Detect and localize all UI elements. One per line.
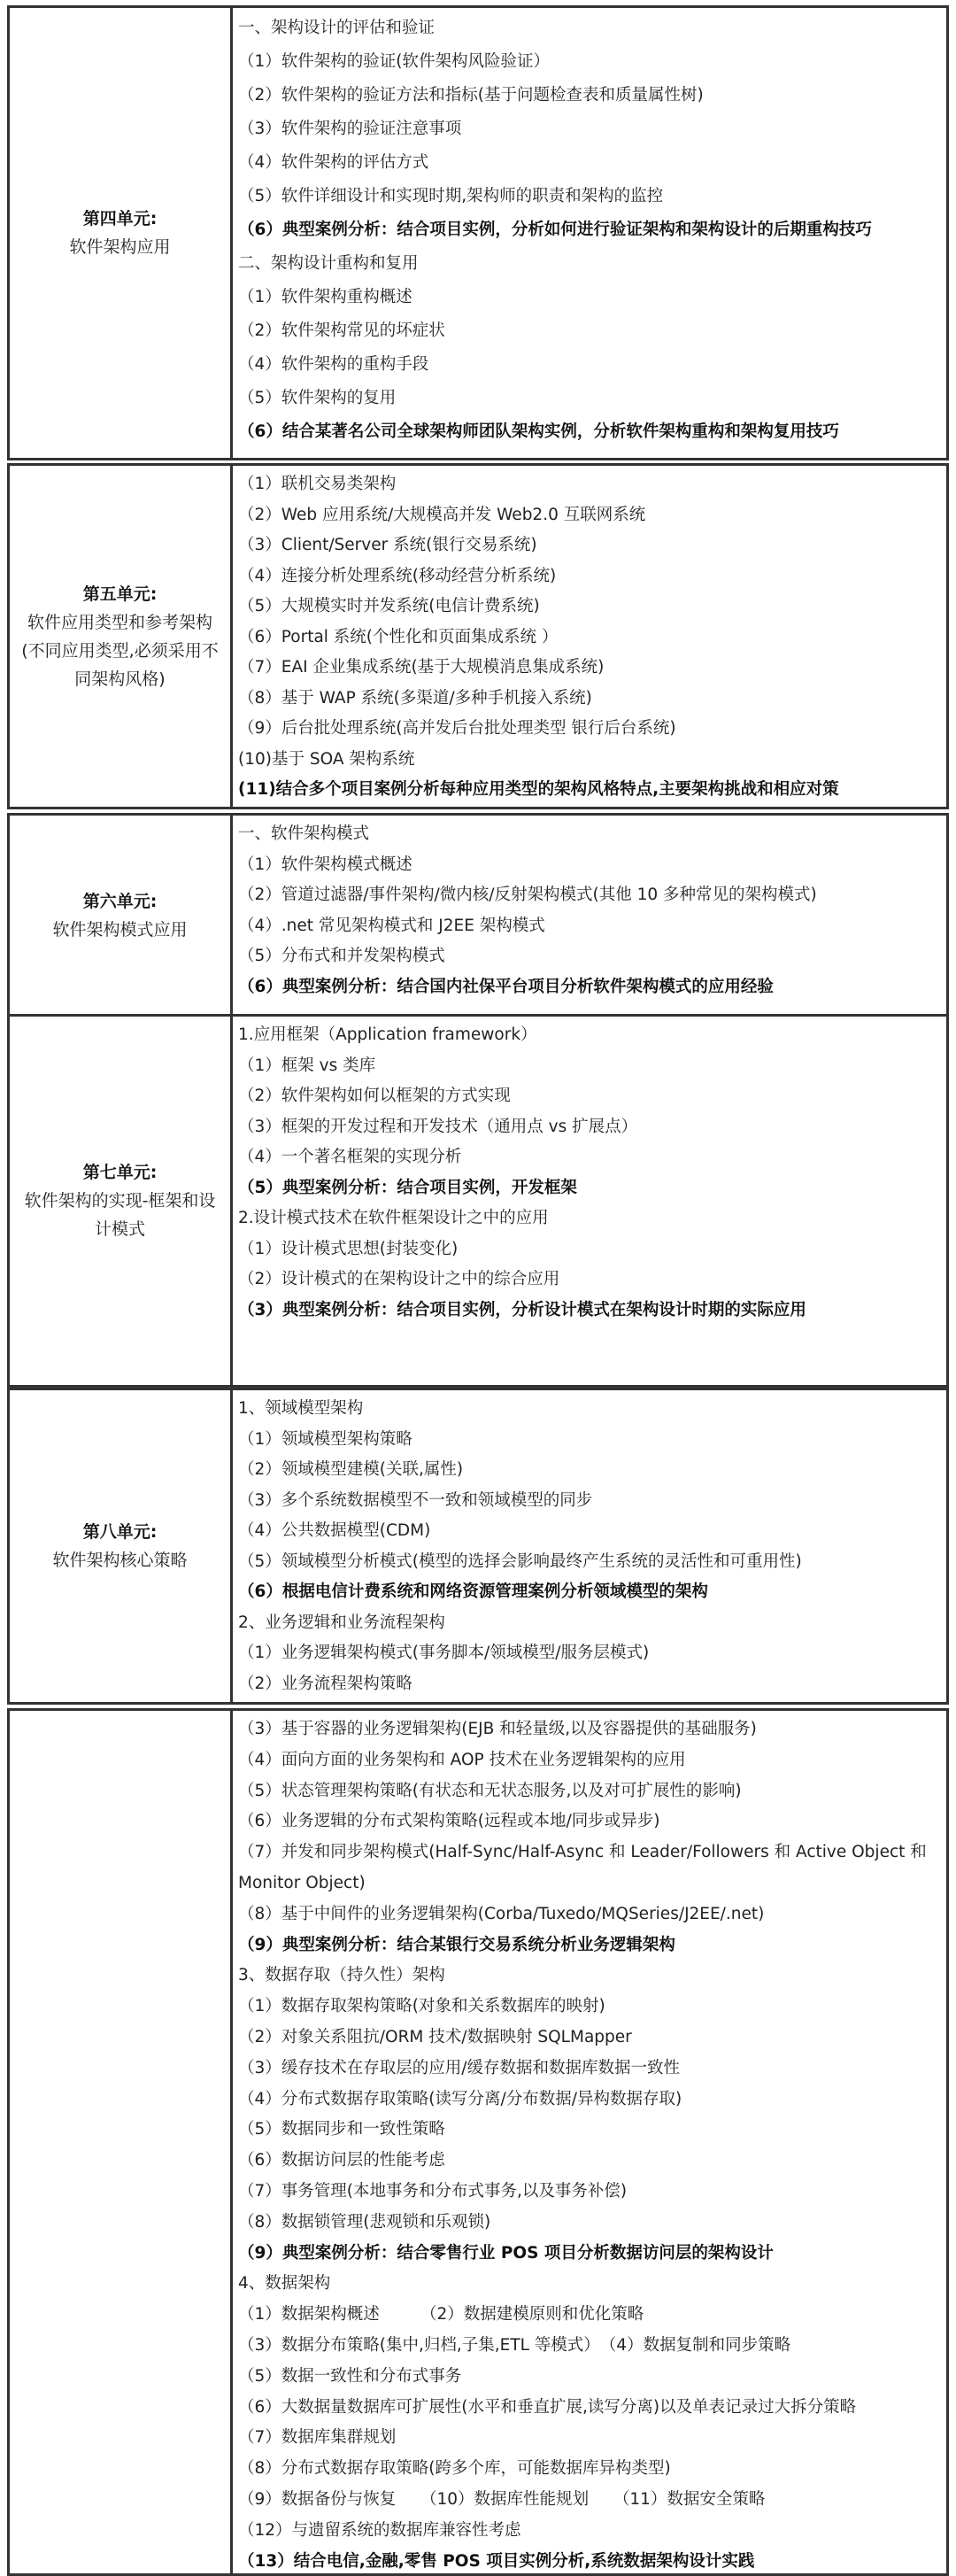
outline-line: （4）分布式数据存取策略(读写分离/分布数据/异构数据存取): [238, 2089, 682, 2108]
outline-line: （7）事务管理(本地事务和分布式事务,以及事务补偿): [238, 2181, 628, 2201]
case-study-line: （9）典型案例分析：结合零售行业 POS 项目分析数据访问层的架构设计: [238, 2243, 774, 2263]
unit-content: [233, 8, 946, 458]
outline-line: 2、业务逻辑和业务流程架构: [238, 1613, 445, 1632]
outline-line: （6）业务逻辑的分布式架构策略(远程或本地/同步或异步): [238, 1812, 660, 1831]
outline-line: （1）软件架构重构概述: [238, 288, 412, 306]
case-study-line: （5）典型案例分析：结合项目实例，开发框架: [238, 1178, 577, 1197]
unit-content: [233, 816, 946, 1016]
case-study-line: （6）典型案例分析：结合项目实例，分析如何进行验证架构和架构设计的后期重构技巧: [238, 220, 872, 239]
unit-title: 第八单元:: [82, 1522, 158, 1542]
outline-line: 一、软件架构模式: [238, 824, 370, 843]
outline-line: （5）软件详细设计和实现时期,架构师的职责和架构的监控: [238, 187, 664, 205]
outline-line: （5）大规模实时并发系统(电信计费系统): [238, 597, 540, 615]
unit-content: [233, 1017, 946, 1385]
case-study-line: （9）典型案例分析：结合某银行交易系统分析业务逻辑架构: [238, 1935, 675, 1954]
outline-line: （3）多个系统数据模型不一致和领域模型的同步: [238, 1490, 593, 1510]
unit-header: [10, 1390, 233, 1702]
outline-line: （2）软件架构如何以框架的方式实现: [238, 1087, 511, 1105]
outline-line: （4）一个著名框架的实现分析: [238, 1148, 462, 1166]
outline-line: （4）连接分析处理系统(移动经营分析系统): [238, 566, 557, 585]
outline-line: （5）数据一致性和分布式事务: [238, 2366, 462, 2386]
outline-line: （1）软件架构模式概述: [238, 855, 412, 874]
outline-line: （12）与遗留系统的数据库兼容性考虑: [238, 2520, 521, 2540]
outline-line: （2）软件架构常见的坏症状: [238, 321, 445, 340]
unit-header: [10, 466, 233, 807]
outline-line: （4）软件架构的重构手段: [238, 355, 429, 374]
case-study-line: （6）根据电信计费系统和网络资源管理案例分析领域模型的架构: [238, 1582, 708, 1601]
outline-line: （2）对象关系阻抗/ORM 技术/数据映射 SQLMapper: [238, 2027, 632, 2046]
outline-line: （5）领域模型分析模式(模型的选择会影响最终产生系统的灵活性和可重用性): [238, 1551, 802, 1571]
case-study-line: （3）典型案例分析：结合项目实例，分析设计模式在架构设计时期的实际应用: [238, 1300, 806, 1319]
outline-line: （3）框架的开发过程和开发技术（通用点 vs 扩展点）: [238, 1117, 638, 1136]
outline-line: (10)基于 SOA 架构系统: [238, 749, 415, 769]
outline-line: （1）领域模型架构策略: [238, 1429, 412, 1449]
outline-line: （2）软件架构的验证方法和指标(基于问题检查表和质量属性树): [238, 86, 704, 104]
outline-line: （5）状态管理架构策略(有状态和无状态服务,以及对可扩展性的影响): [238, 1781, 742, 1800]
outline-line: 一、架构设计的评估和验证: [238, 19, 436, 37]
outline-line: （2）设计模式的在架构设计之中的综合应用: [238, 1270, 560, 1288]
unit-title: 第五单元:: [82, 584, 158, 604]
outline-line: 3、数据存取（持久性）架构: [238, 1966, 445, 1985]
outline-line: （1）数据架构概述 （2）数据建模原则和优化策略: [238, 2305, 644, 2325]
outline-line: （2）管道过滤器/事件架构/微内核/反射架构模式(其他 10 多种常见的架构模式): [238, 886, 817, 904]
case-study-line: （6）结合某著名公司全球架构师团队架构实例，分析软件架构重构和架构复用技巧: [238, 422, 839, 441]
outline-line: （6）Portal 系统(个性化和页面集成系统 ）: [238, 627, 559, 646]
unit-continued: [7, 1708, 949, 2576]
outline-line: （8）基于中间件的业务逻辑架构(Corba/Tuxedo/MQSeries/J2EE/.net): [238, 1904, 765, 1923]
outline-line: （6）数据访问层的性能考虑: [238, 2151, 445, 2170]
outline-line: （5）分布式和并发架构模式: [238, 947, 445, 965]
unit-8: [7, 1388, 949, 1705]
unit-content: [233, 466, 946, 807]
unit-subtitle: 软件架构的实现-框架和设计模式: [24, 1191, 216, 1239]
outline-line: 2.设计模式技术在软件框架设计之中的应用: [238, 1209, 549, 1227]
unit-subtitle: 软件应用类型和参考架构(不同应用类型,必须采用不同架构风格): [21, 612, 219, 689]
outline-line: （3）基于容器的业务逻辑架构(EJB 和轻量级,以及容器提供的基础服务): [238, 1720, 757, 1738]
outline-line: （1）业务逻辑架构模式(事务脚本/领域模型/服务层模式): [238, 1644, 650, 1662]
unit-title: 第七单元:: [82, 1163, 158, 1182]
case-study-line: （13）结合电信,金融,零售 POS 项目实例分析,系统数据架构设计实践: [238, 2551, 755, 2571]
unit-subtitle: 软件架构模式应用: [52, 920, 188, 940]
unit-header: [10, 8, 233, 458]
outline-line: （4）公共数据模型(CDM): [238, 1521, 431, 1540]
unit-content: [233, 1390, 946, 1702]
unit-content: [233, 1711, 946, 2573]
unit-header: [10, 1017, 233, 1385]
outline-line: （8）基于 WAP 系统(多渠道/多种手机接入系统): [238, 688, 592, 708]
outline-line: （9）后台批处理系统(高并发后台批处理类型 银行后台系统): [238, 719, 676, 738]
unit-title: 第六单元:: [82, 892, 158, 911]
unit-5: [7, 463, 949, 809]
case-study-line: （6）典型案例分析：结合国内社保平台项目分析软件架构模式的应用经验: [238, 977, 774, 996]
outline-line: （1）联机交易类架构: [238, 475, 397, 493]
unit-header: [10, 816, 233, 1016]
unit-subtitle: 软件架构核心策略: [52, 1551, 188, 1570]
case-study-line: (11)结合多个项目案例分析每种应用类型的架构风格特点,主要架构挑战和相应对策: [238, 780, 839, 799]
outline-line: （1）框架 vs 类库: [238, 1056, 376, 1075]
unit-4: [7, 5, 949, 460]
outline-line: 4、数据架构: [238, 2274, 331, 2294]
outline-line: 1.应用框架（Application framework）: [238, 1025, 537, 1044]
outline-line: （1）软件架构的验证(软件架构风险验证）: [238, 52, 550, 71]
unit-subtitle: 软件架构应用: [69, 237, 171, 257]
outline-line: （4）软件架构的评估方式: [238, 153, 429, 172]
outline-line: 1、领域模型架构: [238, 1399, 364, 1418]
outline-line: （3）数据分布策略(集中,归档,子集,ETL 等模式） （4）数据复制和同步策略: [238, 2335, 791, 2355]
outline-line: （2）业务流程架构策略: [238, 1674, 412, 1693]
unit-header: [10, 1711, 233, 2573]
unit-6: [7, 813, 949, 1018]
outline-line: （5）软件架构的复用: [238, 389, 397, 407]
outline-line: （4）面向方面的业务架构和 AOP 技术在业务逻辑架构的应用: [238, 1750, 686, 1769]
outline-line: （2）领域模型建模(关联,属性): [238, 1460, 464, 1479]
unit-title: 第四单元:: [82, 209, 158, 228]
outline-line: （1）数据存取架构策略(对象和关系数据库的映射): [238, 1997, 605, 2016]
outline-line: （5）数据同步和一致性策略: [238, 2120, 445, 2139]
outline-line: （3）缓存技术在存取层的应用/缓存数据和数据库数据一致性: [238, 2058, 681, 2077]
outline-line: （1）设计模式思想(封装变化): [238, 1239, 459, 1258]
outline-line: （8）分布式数据存取策略(跨多个库，可能数据库异构类型): [238, 2459, 671, 2479]
outline-line: （7）数据库集群规划: [238, 2428, 397, 2448]
outline-line: 二、架构设计重构和复用: [238, 254, 419, 273]
outline-line: （7）并发和同步架构模式(Half-Sync/Half-Async 和 Leader/Followers 和 Active Object 和 Monitor Object): [238, 1843, 927, 1892]
outline-line: （3）Client/Server 系统(银行交易系统): [238, 536, 537, 554]
outline-line: （3）软件架构的验证注意事项: [238, 120, 462, 138]
outline-line: （4）.net 常见架构模式和 J2EE 架构模式: [238, 916, 545, 935]
outline-line: （2）Web 应用系统/大规模高并发 Web2.0 互联网系统: [238, 505, 646, 524]
unit-7: [7, 1014, 949, 1388]
outline-line: （9）数据备份与恢复 （10）数据库性能规划 （11）数据安全策略: [238, 2489, 766, 2509]
outline-line: （7）EAI 企业集成系统(基于大规模消息集成系统): [238, 658, 605, 677]
outline-line: （8）数据锁管理(悲观锁和乐观锁): [238, 2212, 491, 2232]
outline-line: （6）大数据量数据库可扩展性(水平和垂直扩展,读写分离)以及单表记录过大拆分策略: [238, 2397, 857, 2417]
